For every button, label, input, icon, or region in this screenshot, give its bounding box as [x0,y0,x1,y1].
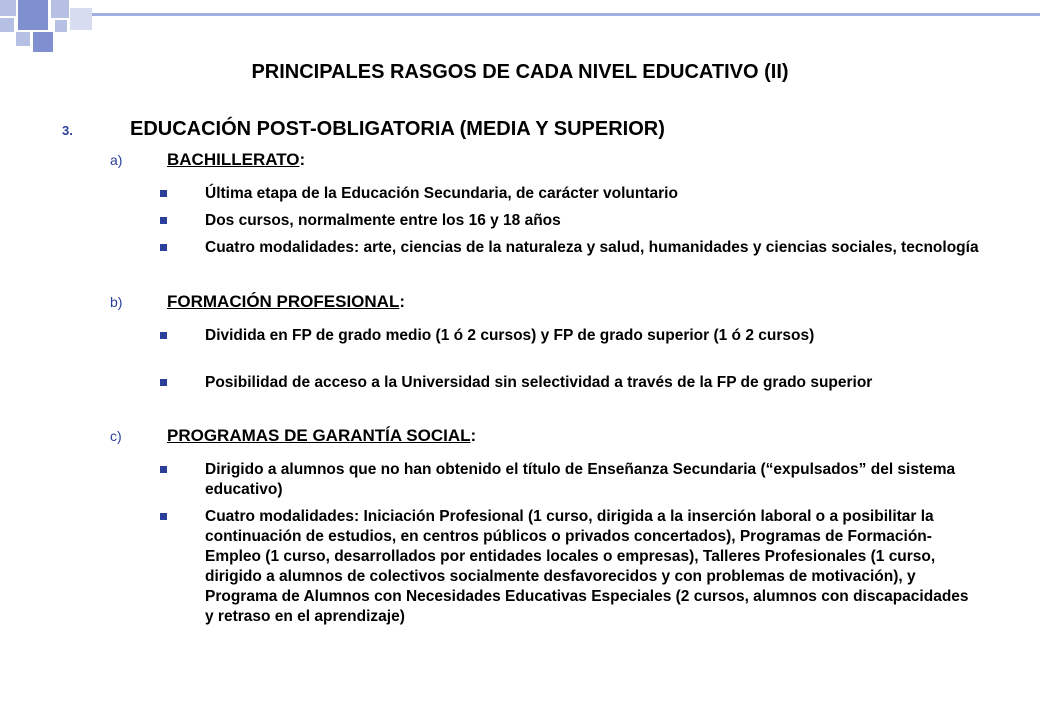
decor-square [51,0,69,18]
bullet-square-icon [160,244,167,251]
bullet-square-icon [160,379,167,386]
bullet-square-icon [160,513,167,520]
subsection-colon: : [470,426,477,445]
list-item-text: Última etapa de la Educación Secundaria, de carácter voluntario [205,185,678,202]
header-rule [92,13,1040,16]
decor-square [0,18,14,32]
bullet-square-icon [160,332,167,339]
subsection-label: PROGRAMAS DE GARANTÍA SOCIAL [167,426,471,445]
subsection-colon: : [399,292,406,311]
subsection-letter: b) [110,294,123,310]
decor-square [0,0,16,16]
bullet-square-icon [160,466,167,473]
decor-square [33,32,53,52]
page-title: PRINCIPALES RASGOS DE CADA NIVEL EDUCATIVO (II) [251,61,789,83]
subsection-label: BACHILLERATO [167,150,300,169]
subsection-label: FORMACIÓN PROFESIONAL [167,292,400,311]
decor-square [70,8,92,30]
list-item-text: Dirigido a alumnos que no han obtenido el título de Enseñanza Secundaria (“expulsados” del sistema educativo) [205,461,956,498]
decor-square [18,0,48,30]
list-item-text: Posibilidad de acceso a la Universidad sin selectividad a través de la FP de grado superior [205,374,873,391]
section-label: EDUCACIÓN POST-OBLIGATORIA (MEDIA Y SUPERIOR) [130,118,665,140]
list-item-text: Cuatro modalidades: Iniciación Profesional (1 curso, dirigida a la inserción laboral o a posibilitar la continuación de estudios, en centros públicos o privados concertados), Programas de Formación-Empleo (1 curso, desarrollados por entidades locales o empresas), Talleres Profesionales (1 curso, dirigido a alumnos de colectivos socialmente desfavorecidos y con problemas de motivación), y Programa de Alumnos con Necesidades Educativas Especiales (2 cursos, alumnos con discapacidades y retraso en el aprendizaje) [205,508,969,625]
bullet-square-icon [160,190,167,197]
bullet-square-icon [160,217,167,224]
list-item-text: Cuatro modalidades: arte, ciencias de la naturaleza y salud, humanidades y ciencias sociales, tecnología [205,239,979,256]
subsection-letter: c) [110,428,122,444]
decor-square [16,32,30,46]
section-number: 3. [62,123,73,138]
decor-square [55,20,67,32]
subsection-letter: a) [110,152,123,168]
subsection-colon: : [299,150,306,169]
list-item-text: Dos cursos, normalmente entre los 16 y 18 años [205,212,561,229]
list-item-text: Dividida en FP de grado medio (1 ó 2 cursos) y FP de grado superior (1 ó 2 cursos) [205,327,815,344]
